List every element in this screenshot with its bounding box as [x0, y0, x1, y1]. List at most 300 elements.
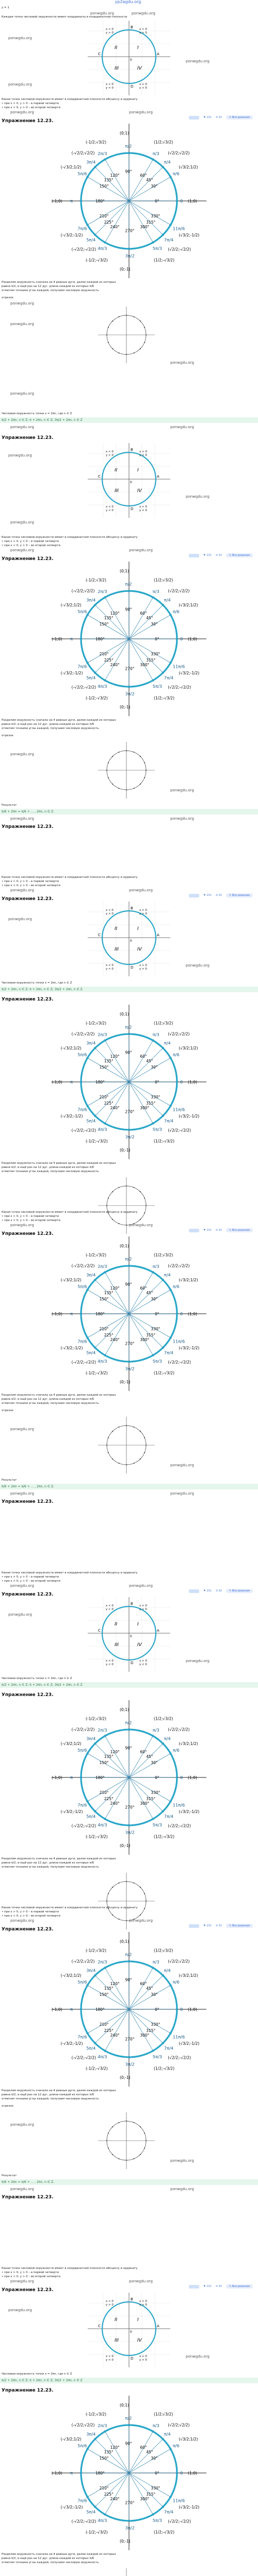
q2-cond-y: y > 0 — [106, 454, 114, 457]
point-c: C — [98, 52, 101, 56]
degree-label: 0° — [155, 1312, 159, 1316]
radian-label: 7π/4 — [164, 1814, 174, 1819]
degree-label: 30° — [151, 1297, 158, 1302]
degree-label: 180° — [95, 199, 105, 204]
coordinate-label: (√3/2;-1/2) — [179, 2505, 200, 2510]
bookmark-star-icon[interactable] — [189, 1589, 199, 1593]
point-d: D — [131, 1661, 134, 1665]
exercise-title: Упражнение 12.23. — [2, 435, 54, 440]
q1-cond-y: y > 0 — [139, 1608, 147, 1611]
degree-label: 210° — [99, 2485, 109, 2490]
exercise-title: Упражнение 12.23. — [2, 1692, 54, 1698]
degree-label: 240° — [110, 2032, 120, 2038]
watermark: ponwgdu.org — [129, 1584, 153, 1588]
bookmark-star-icon[interactable] — [189, 1924, 199, 1928]
point-d: D — [131, 965, 134, 970]
degree-label: 315° — [146, 219, 156, 225]
exercise-title: Упражнение 12.23. — [2, 997, 54, 1002]
coordinate-label: (1/2;√3/2) — [154, 1252, 173, 1258]
circle-mark — [118, 752, 119, 753]
coordinate-label: (-√3/2;1/2) — [60, 2437, 82, 2442]
bookmark-star-icon[interactable] — [189, 554, 199, 557]
note-line: отметим точками углы каждой, получаем числовую окружность — [2, 1866, 99, 1869]
radian-label: 7π/6 — [77, 226, 87, 231]
origin: 0 — [130, 2330, 132, 2334]
likes-count[interactable]: ⚑ 131 — [203, 554, 212, 557]
circle-mark — [126, 1225, 127, 1226]
angle-spoke — [129, 605, 163, 639]
circle-mark — [118, 1883, 119, 1884]
degree-label: 135° — [104, 2450, 114, 2455]
coordinate-label: (0;1) — [120, 1707, 129, 1712]
q3-cond-x: x < 0 — [106, 1659, 114, 1663]
degree-label: 150° — [99, 1297, 109, 1302]
radian-label: π/6 — [172, 608, 180, 614]
watermark: ponwgdu.org — [129, 2279, 153, 2283]
coordinate-label: (0;-1) — [120, 1380, 131, 1384]
circle-mark — [118, 1427, 119, 1428]
quadrant-circle-figure — [88, 2293, 170, 2367]
radian-label: 0 — [180, 1775, 183, 1780]
coordinate-label: (1/2;-√3/2) — [154, 2530, 175, 2535]
coordinate-label: (-√2/2;-√2/2) — [71, 2055, 96, 2060]
answer-line: Числовая окружность точки x = 2πn, где n ∈ Z — [2, 981, 72, 985]
radian-label: 2π/3 — [98, 1031, 107, 1037]
coordinate-label: (0;-1) — [120, 1843, 131, 1848]
point-b: B — [131, 2297, 133, 2301]
circle-mark — [144, 1197, 145, 1198]
circle-mark — [112, 1431, 113, 1432]
coordinate-label: (√2/2;-√2/2) — [168, 247, 191, 252]
degree-label: 150° — [99, 2456, 109, 2461]
circle-mark — [140, 1459, 141, 1460]
coordinate-label: (√3/2;1/2) — [179, 603, 198, 607]
radian-label: 5π/6 — [77, 171, 87, 176]
note-line: отметим точками углы каждой, получаем числовую окружность — [2, 1170, 99, 1173]
coordinate-label: (1/2;√3/2) — [154, 1948, 173, 1953]
watermark: ponwgdu.org — [10, 1584, 34, 1588]
circle-mark — [108, 2132, 109, 2133]
coordinate-label: (-√2/2;√2/2) — [71, 588, 95, 594]
degree-label: 180° — [95, 1312, 105, 1316]
watermark: ponwgdu.org — [8, 36, 32, 40]
point-c: C — [98, 933, 101, 937]
watermark: ponwgdu.org — [186, 2354, 209, 2359]
point-d: D — [131, 2357, 134, 2361]
answer-text: π/2 + 2πn, n ∈ Z; π + 2πn, n ∈ Z; 3π/2 + 2πn, n ∈ Z — [2, 988, 83, 991]
watermark: ponwgdu.org — [170, 817, 194, 821]
circle-mark — [140, 2126, 141, 2127]
start-line: y = 1 — [2, 6, 9, 9]
degree-label: 180° — [95, 2471, 105, 2476]
circle-mark — [126, 2121, 127, 2122]
q3-cond-y: y < 0 — [106, 509, 114, 512]
likes-count[interactable]: ⚑ 131 — [203, 1924, 212, 1927]
coordinate-label: (√3/2;-1/2) — [179, 671, 200, 675]
coordinate-label: (1/2;-√3/2) — [154, 258, 175, 263]
all-solutions-button[interactable]: ✎ Все решения — [226, 115, 253, 120]
coordinate-label: (-1/2;√3/2) — [86, 140, 107, 145]
degree-label: 300° — [140, 1801, 150, 1806]
radian-label: 7π/6 — [77, 664, 87, 669]
degree-label: 240° — [110, 1337, 120, 1342]
degree-label: 300° — [140, 2032, 150, 2038]
comments-count[interactable]: ⟲ 32 — [215, 116, 222, 119]
coordinate-label: (1/2;√3/2) — [154, 2412, 173, 2417]
comments-count[interactable]: ⟲ 32 — [215, 2285, 222, 2288]
radian-label: π/3 — [152, 1263, 159, 1269]
circle-mark — [108, 2148, 109, 2149]
note-line: Разделим окружность сначала на 4 равные дуги, далее каждой из которых — [2, 281, 116, 284]
quadrant-3-label: III — [115, 488, 119, 494]
coordinate-label: (0;1) — [120, 1244, 129, 1248]
note-line: отметим точками углы каждой, получаем числовую окружность — [2, 1402, 99, 1405]
figure-small-circle — [98, 307, 155, 364]
figure-quadrants — [88, 1597, 170, 1673]
watermark: ponwgdu.org — [186, 495, 209, 499]
coordinate-label: (-1/2;-√3/2) — [86, 2066, 108, 2071]
radian-label: 7π/6 — [77, 1802, 87, 1808]
likes-count[interactable]: ⚑ 131 — [203, 116, 212, 119]
quadrant-2-label: II — [115, 1622, 118, 1627]
watermark: ponwgdu.org — [8, 453, 32, 457]
radian-label: 0 — [180, 636, 183, 641]
radian-label: 5π/4 — [86, 237, 96, 243]
degree-label: 180° — [95, 637, 105, 641]
intro-line: Каждая точка числовой окружности имеет координаты в координатной плоскости — [2, 15, 127, 19]
q2-cond-y: y > 0 — [106, 1608, 114, 1611]
radian-label: 3π/4 — [86, 1040, 96, 1046]
radian-label: 7π/4 — [164, 2509, 174, 2515]
exercise-title: Упражнение 12.23. — [2, 2287, 54, 2293]
all-solutions-button[interactable]: ✎ Все решения — [226, 1589, 253, 1593]
degree-label: 135° — [104, 1986, 114, 1991]
angle-circle-svg — [52, 1700, 206, 1855]
degree-label: 300° — [140, 662, 150, 667]
circle-mark — [144, 1437, 145, 1438]
degree-label: 0° — [155, 1775, 159, 1780]
note-line: равна π/2, и ещё раз на 12 дуг, длина каждой из которых π/6 — [2, 1398, 94, 1401]
circle-mark — [134, 788, 135, 789]
q2-cond-y: y > 0 — [106, 912, 114, 916]
answer-text: π/6 + 2πn = π/6 + ... , 2πn, n ∈ Z. — [2, 1485, 55, 1488]
radian-label: 5π/4 — [86, 1350, 96, 1355]
quarter-text: Какая точка числовой окружности имеет в координатной плоскости абсциссу и ординату — [2, 1211, 138, 1214]
radian-label: 3π/4 — [86, 1968, 96, 1973]
degree-label: 150° — [99, 1065, 109, 1070]
degree-label: 210° — [99, 2022, 109, 2027]
circle-mark — [106, 1205, 107, 1206]
coordinate-label: (-1/2;√3/2) — [86, 578, 107, 583]
list-item: • при x > 0, y > 0 – в первой четверти — [2, 1215, 59, 1218]
radian-label: 2π/3 — [98, 1263, 107, 1269]
point-b: B — [131, 1602, 133, 1606]
degree-label: 90° — [125, 1745, 132, 1751]
answer-text: π/2 + 2πn, n ∈ Z; π + 2πn, n ∈ Z; 3π/2 + 2πn, n ∈ Z — [2, 2379, 83, 2382]
answer-highlight — [0, 417, 258, 423]
radian-label: π/3 — [152, 588, 159, 594]
result-line: Результат — [2, 2174, 17, 2177]
comments-count[interactable]: ⟲ 32 — [215, 1229, 222, 1232]
degree-label: 240° — [110, 2496, 120, 2501]
radian-label: 3π/2 — [125, 2061, 135, 2067]
coordinate-label: (1/2;-√3/2) — [154, 1139, 175, 1144]
quarter-text: Какая точка числовой окружности имеет в координатной плоскости абсциссу и ординату — [2, 536, 138, 539]
radian-label: 11π/6 — [172, 664, 185, 669]
quadrant-4-label: IV — [137, 66, 142, 71]
coordinate-label: (-√3/2;1/2) — [60, 1046, 82, 1050]
degree-label: 120° — [110, 1054, 120, 1059]
degree-label: 330° — [151, 651, 160, 656]
radian-label: π/4 — [164, 1968, 171, 1973]
degree-label: 225° — [104, 657, 114, 663]
degree-label: 90° — [125, 1977, 132, 1982]
watermark: ponwgdu.org — [10, 425, 34, 429]
degree-label: 135° — [104, 178, 114, 183]
comments-count[interactable]: ⟲ 32 — [215, 894, 222, 897]
figure-angle-circle — [52, 1700, 206, 1856]
bookmark-star-icon[interactable] — [189, 1229, 199, 1232]
circle-mark — [140, 1431, 141, 1432]
q4-cond-y: y < 0 — [139, 968, 147, 971]
comments-count[interactable]: ⟲ 32 — [215, 554, 222, 557]
q2-cond-x: x < 0 — [106, 28, 114, 31]
degree-label: 60° — [140, 1054, 147, 1059]
coordinate-label: (√2/2;√2/2) — [168, 1263, 190, 1268]
note-line: Разделим окружность сначала на 4 равные дуги, далее каждой из которых — [2, 1394, 116, 1397]
figure-angle-circle — [52, 1932, 206, 2088]
coordinate-label: (-√3/2;-1/2) — [60, 233, 83, 238]
comments-count[interactable]: ⟲ 32 — [215, 1924, 222, 1927]
likes-count[interactable]: ⚑ 131 — [203, 1229, 212, 1232]
bookmark-star-icon[interactable] — [189, 894, 199, 897]
radian-label: π — [70, 1311, 73, 1316]
degree-label: 225° — [104, 1332, 114, 1337]
quadrant-4-label: IV — [137, 488, 142, 494]
radian-label: 7π/4 — [164, 675, 174, 681]
circle-mark — [112, 784, 113, 785]
degree-label: 180° — [95, 1775, 105, 1780]
note-line: равна π/2, и ещё раз на 12 дуг, длина каждой из которых π/6 — [2, 2557, 94, 2560]
degree-label: 0° — [155, 2007, 159, 2012]
degree-label: 90° — [125, 169, 132, 174]
coordinate-label: (0;-1) — [120, 705, 131, 709]
note-line: отрезок — [2, 734, 14, 737]
coordinate-label: (√3/2;-1/2) — [179, 1346, 200, 1350]
coordinate-label: (1/2;√3/2) — [154, 1716, 173, 1721]
watermark: ponwgdu.org — [170, 2187, 194, 2191]
watermark: ponwgdu.org — [10, 1919, 34, 1923]
list-item: • при x < 0, y > 0 – во второй четверти — [2, 1219, 60, 1222]
radian-label: 5π/4 — [86, 675, 96, 681]
point-b: B — [131, 25, 133, 29]
q3-cond-x: x < 0 — [106, 2355, 114, 2358]
coordinate-label: (0;1) — [120, 1012, 129, 1016]
watermark: ponwgdu.org — [170, 2159, 194, 2163]
quadrant-3-label: III — [115, 1642, 119, 1648]
radian-label: 5π/6 — [77, 1747, 87, 1753]
coordinate-label: (0;-1) — [120, 267, 131, 272]
coordinate-label: (1;0) — [188, 637, 197, 641]
answer-highlight — [0, 1484, 258, 1489]
degree-label: 210° — [99, 213, 109, 218]
radian-label: π/3 — [152, 1727, 159, 1733]
circle-mark — [126, 315, 127, 316]
degree-label: 330° — [151, 2022, 160, 2027]
note-line: равна π/2, и ещё раз на 12 дуг, длина каждой из которых π/6 — [2, 2093, 94, 2096]
figure-small-circle — [98, 2568, 155, 2576]
coordinate-label: (√2/2;√2/2) — [168, 2422, 190, 2428]
watermark: ponwgdu.org — [10, 1427, 34, 1431]
degree-label: 225° — [104, 1796, 114, 1801]
watermark: ponwgdu.org — [132, 11, 155, 15]
answer-highlight — [0, 2179, 258, 2185]
coordinate-label: (-1;0) — [52, 2471, 62, 2476]
degree-label: 225° — [104, 1100, 114, 1106]
watermark: ponwgdu.org — [129, 1919, 153, 1923]
radian-label: 0 — [180, 1311, 183, 1316]
coordinate-label: (1;0) — [188, 199, 197, 204]
point-c: C — [98, 474, 101, 479]
circle-mark — [118, 2122, 119, 2123]
all-solutions-button[interactable]: ✎ Все решения — [226, 2284, 253, 2289]
degree-label: 45° — [146, 2450, 153, 2455]
list-item: • при x > 0, y > 0 – в первой четверти — [2, 880, 59, 883]
answer-highlight — [0, 809, 258, 815]
angle-circle-svg — [52, 2396, 206, 2550]
radian-label: π — [70, 636, 73, 641]
coordinate-label: (0;1) — [120, 131, 129, 135]
likes-count[interactable]: ⚑ 131 — [203, 894, 212, 897]
note-line: Разделим окружность сначала на 4 равные дуги, далее каждой из которых — [2, 719, 116, 722]
degree-label: 30° — [151, 1992, 158, 1997]
degree-label: 315° — [146, 2492, 156, 2497]
degree-label: 90° — [125, 1282, 132, 1287]
bookmark-star-icon[interactable] — [189, 2285, 199, 2289]
degree-label: 225° — [104, 219, 114, 225]
list-item: • при x < 0, y > 0 – во второй четверти — [2, 2275, 60, 2278]
likes-count[interactable]: ⚑ 131 — [203, 2285, 212, 2288]
coordinate-label: (√3/2;1/2) — [179, 1278, 198, 1282]
radian-label: 2π/3 — [98, 1727, 107, 1733]
degree-label: 180° — [95, 1080, 105, 1084]
degree-label: 270° — [125, 2500, 135, 2505]
all-solutions-button[interactable]: ✎ Все решения — [226, 893, 253, 897]
radian-label: 4π/3 — [98, 2054, 107, 2060]
coordinate-label: (1;0) — [188, 1775, 197, 1780]
circle-mark — [106, 334, 107, 335]
coordinate-label: (-1/2;√3/2) — [86, 2412, 107, 2417]
radian-label: 4π/3 — [98, 246, 107, 251]
circle-mark — [112, 348, 113, 349]
coordinate-label: (√2/2;-√2/2) — [168, 1823, 191, 1828]
quadrant-3-label: III — [115, 2338, 119, 2343]
quarter-text: Какая точка числовой окружности имеет в координатной плоскости абсциссу и ординату — [2, 98, 138, 101]
figure-quadrants — [88, 21, 170, 96]
degree-label: 60° — [140, 1981, 147, 1987]
all-solutions-button[interactable]: ✎ Все решения — [226, 553, 253, 557]
circle-mark — [106, 1901, 107, 1902]
radian-label: 11π/6 — [172, 2034, 185, 2040]
radian-label: 3π/4 — [86, 1272, 96, 1278]
circle-mark — [134, 2122, 135, 2123]
point-a: A — [157, 474, 159, 479]
answer-text: π/2 + 2πn, n ∈ Z; π + 2πn, n ∈ Z; 3π/2 + 2πn, n ∈ Z — [2, 418, 83, 422]
angle-spoke — [129, 2439, 163, 2473]
point-c: C — [98, 2324, 101, 2328]
degree-label: 45° — [146, 178, 153, 183]
quadrant-2-label: II — [115, 468, 118, 473]
quadrant-1-label: I — [137, 2317, 139, 2323]
q3-cond-x: x < 0 — [106, 964, 114, 967]
coordinate-label: (1;0) — [188, 1080, 197, 1084]
coordinate-label: (√2/2;√2/2) — [168, 1031, 190, 1037]
degree-label: 0° — [155, 2471, 159, 2476]
coordinate-label: (-√3/2;-1/2) — [60, 1346, 83, 1350]
degree-label: 300° — [140, 2496, 150, 2501]
degree-label: 180° — [95, 2007, 105, 2012]
comments-count[interactable]: ⟲ 32 — [215, 1589, 222, 1592]
note-line: отрезок — [2, 2105, 14, 2108]
coordinate-label: (√2/2;√2/2) — [168, 588, 190, 594]
q1-cond-x: x > 0 — [139, 909, 147, 912]
coordinate-label: (√2/2;√2/2) — [168, 1959, 190, 1964]
degree-label: 120° — [110, 1286, 120, 1291]
radian-label: π/2 — [125, 1256, 132, 1262]
solution-toolbar — [189, 1228, 253, 1232]
origin: 0 — [130, 58, 132, 62]
coordinate-label: (-√2/2;-√2/2) — [71, 2519, 96, 2524]
exercise-title: Упражнение 12.23. — [2, 1927, 54, 1932]
radian-label: 3π/4 — [86, 159, 96, 165]
coordinate-label: (-1/2;√3/2) — [86, 1716, 107, 1721]
coordinate-label: (-1;0) — [52, 199, 62, 204]
radian-label: 3π/2 — [125, 1134, 135, 1140]
bookmark-star-icon[interactable] — [189, 116, 199, 120]
circle-mark — [146, 2140, 147, 2141]
coordinate-label: (√3/2;1/2) — [179, 165, 198, 170]
radian-label: 5π/4 — [86, 2509, 96, 2515]
list-item: • при x > 0, y > 0 – в первой четверти — [2, 2271, 59, 2274]
coordinate-label: (√2/2;-√2/2) — [168, 2519, 191, 2524]
watermark: ponwgdu.org — [10, 2187, 34, 2191]
degree-label: 0° — [155, 199, 159, 204]
radian-label: 5π/3 — [152, 2054, 162, 2060]
radian-label: π/6 — [172, 1979, 180, 1985]
radian-label: 3π/2 — [125, 1366, 135, 1371]
q3-cond-y: y < 0 — [106, 87, 114, 90]
exercise-title: Упражнение 12.23. — [2, 1499, 54, 1504]
q4-cond-y: y < 0 — [139, 1663, 147, 1666]
circle-mark — [134, 1463, 135, 1464]
all-solutions-button[interactable]: ✎ Все решения — [226, 1228, 253, 1232]
list-item: • при x > 0, y > 0 – в первой четверти — [2, 540, 59, 543]
coordinate-label: (-1;0) — [52, 2007, 62, 2012]
likes-count[interactable]: ⚑ 131 — [203, 1589, 212, 1592]
coordinate-label: (-√3/2;1/2) — [60, 165, 82, 170]
degree-label: 60° — [140, 173, 147, 178]
list-item: • при x < 0, y > 0 – во второй четверти — [2, 884, 60, 887]
degree-label: 300° — [140, 1337, 150, 1342]
degree-label: 210° — [99, 651, 109, 656]
note-line: Разделим окружность сначала на 4 равные дуги, далее каждой из которых — [2, 2553, 116, 2556]
q3-cond-y: y < 0 — [106, 2359, 114, 2362]
exercise-title: Упражнение 12.23. — [2, 1231, 54, 1236]
coordinate-label: (1;0) — [188, 2007, 197, 2012]
q4-cond-x: x > 0 — [139, 505, 147, 509]
all-solutions-button[interactable]: ✎ Все решения — [226, 1924, 253, 1928]
degree-label: 30° — [151, 184, 158, 189]
